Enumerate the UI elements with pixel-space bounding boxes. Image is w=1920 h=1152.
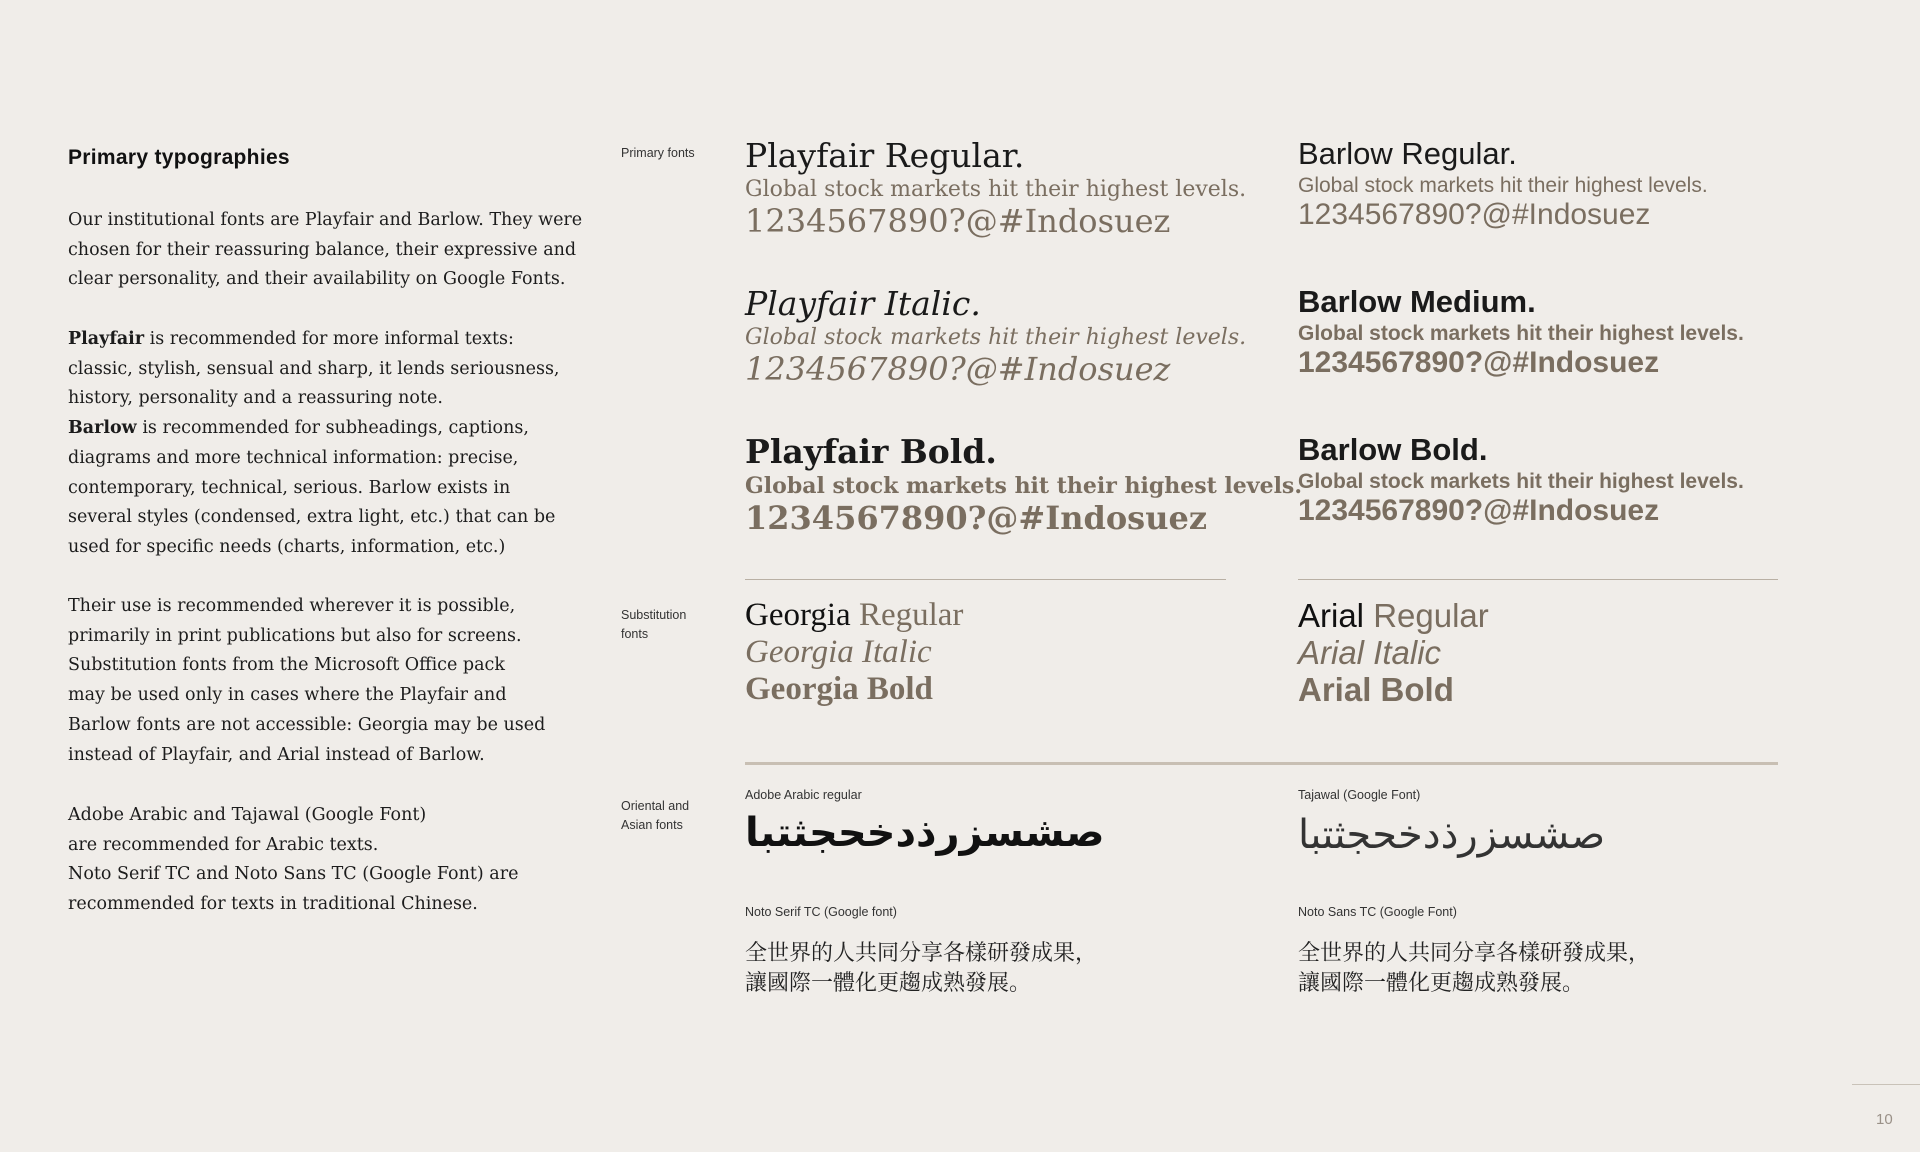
font-name: Playfair Italic. <box>745 284 981 323</box>
sample-numbers: 1234567890?@#Indosuez <box>745 350 1171 388</box>
font-name: Playfair Regular. <box>745 136 1025 175</box>
barlow-bold-sample <box>1298 432 1744 528</box>
arabic-sample-tajawal: صشسزرذدخحجثتبا <box>1298 812 1606 858</box>
substitution-paragraph: Their use is recommended wherever it is possible, primarily in print publications but also for screens. Substitution fonts from the Microsoft Office pack may be used only in cases where the Playfair and Barlow fonts are not accessible: Georgia may be used instead of Playfair, and Arial instead of Barlow. <box>68 596 546 765</box>
section-heading: Primary typographies <box>68 146 290 169</box>
arial-bold: Arial Bold <box>1298 671 1454 708</box>
arial-regular-suffix: Regular <box>1364 597 1489 634</box>
sample-numbers: 1234567890?@#Indosuez <box>1298 494 1660 527</box>
sample-numbers: 1234567890?@#Indosuez <box>745 202 1171 240</box>
georgia-bold: Georgia Bold <box>745 671 933 707</box>
sample-numbers: 1234567890?@#Indosuez <box>745 499 1207 537</box>
playfair-bold-sample <box>745 432 1302 537</box>
arial-word: Arial <box>1298 597 1365 634</box>
playfair-keyword: Playfair <box>68 329 145 349</box>
label-substitution-fonts: Substitution fonts <box>621 608 687 641</box>
sample-numbers: 1234567890?@#Indosuez <box>1298 198 1651 231</box>
label-primary-fonts: Primary fonts <box>621 146 695 160</box>
page-number: 10 <box>1876 1111 1893 1128</box>
sample-numbers: 1234567890?@#Indosuez <box>1298 346 1660 379</box>
sample-text: Global stock markets hit their highest levels. <box>745 325 1247 350</box>
tajawal-label: Tajawal (Google Font) <box>1298 788 1421 802</box>
sample-text: Global stock markets hit their highest levels. <box>1298 322 1744 345</box>
chinese-sample-serif: 全世界的人共同分享各樣研發成果， 讓國際一體化更趨成熟發展。 <box>745 941 1098 996</box>
georgia-regular-suffix: Regular <box>850 597 964 633</box>
arial-samples <box>1298 597 1489 708</box>
chinese-sample-sans: 全世界的人共同分享各樣研發成果， 讓國際一體化更趨成熟發展。 <box>1298 941 1651 996</box>
font-name: Barlow Regular. <box>1298 136 1517 171</box>
playfair-italic-sample <box>745 284 1246 388</box>
playfair-description: is recommended for more informal texts: classic, stylish, sensual and sharp, it lends seriousness, history, personality and a reassuring note. <box>68 329 560 409</box>
font-name: Barlow Bold. <box>1298 432 1488 467</box>
arial-italic: Arial Italic <box>1298 634 1442 671</box>
usage-paragraph <box>68 325 588 563</box>
divider-left <box>745 579 1226 580</box>
sample-text: Global stock markets hit their highest levels. <box>745 177 1247 202</box>
font-name: Barlow Medium. <box>1298 284 1536 319</box>
georgia-word: Georgia <box>745 597 851 633</box>
sample-text: Global stock markets hit their highest levels. <box>745 473 1302 499</box>
barlow-medium-sample <box>1298 284 1744 380</box>
corner-rule <box>1852 1084 1920 1085</box>
divider-oriental <box>745 762 1778 765</box>
georgia-italic: Georgia Italic <box>745 634 932 670</box>
barlow-description: is recommended for subheadings, captions, diagrams and more technical information: precise, contemporary, technical, serious. Barlow exists in several styles (condensed, extra light, etc.) that can be used for specific needs (charts, information, etc.) <box>68 418 556 557</box>
label-oriental-fonts: Oriental and Asian fonts <box>621 799 690 832</box>
barlow-keyword: Barlow <box>68 418 137 439</box>
intro-paragraph: Our institutional fonts are Playfair and Barlow. They were chosen for their reassuring balance, their expressive and clear personality, and their availability on Google Fonts. <box>68 210 583 290</box>
arabic-sample-adobe: صشسزرذدخحجثتبا <box>745 810 1105 856</box>
sample-text: Global stock markets hit their highest levels. <box>1298 470 1744 493</box>
georgia-samples <box>745 597 963 708</box>
sample-text: Global stock markets hit their highest levels. <box>1298 174 1708 197</box>
playfair-regular-sample <box>745 136 1246 240</box>
divider-right <box>1298 579 1778 580</box>
adobe-arabic-label: Adobe Arabic regular <box>745 788 862 802</box>
noto-serif-label: Noto Serif TC (Google font) <box>745 905 897 919</box>
oriental-paragraph: Adobe Arabic and Tajawal (Google Font) are recommended for Arabic texts. Noto Serif TC and Noto Sans TC (Google Font) are recommended for texts in traditional Chinese. <box>68 805 519 915</box>
barlow-regular-sample <box>1298 136 1708 232</box>
font-name: Playfair Bold. <box>745 432 997 471</box>
noto-sans-label: Noto Sans TC (Google Font) <box>1298 905 1457 919</box>
